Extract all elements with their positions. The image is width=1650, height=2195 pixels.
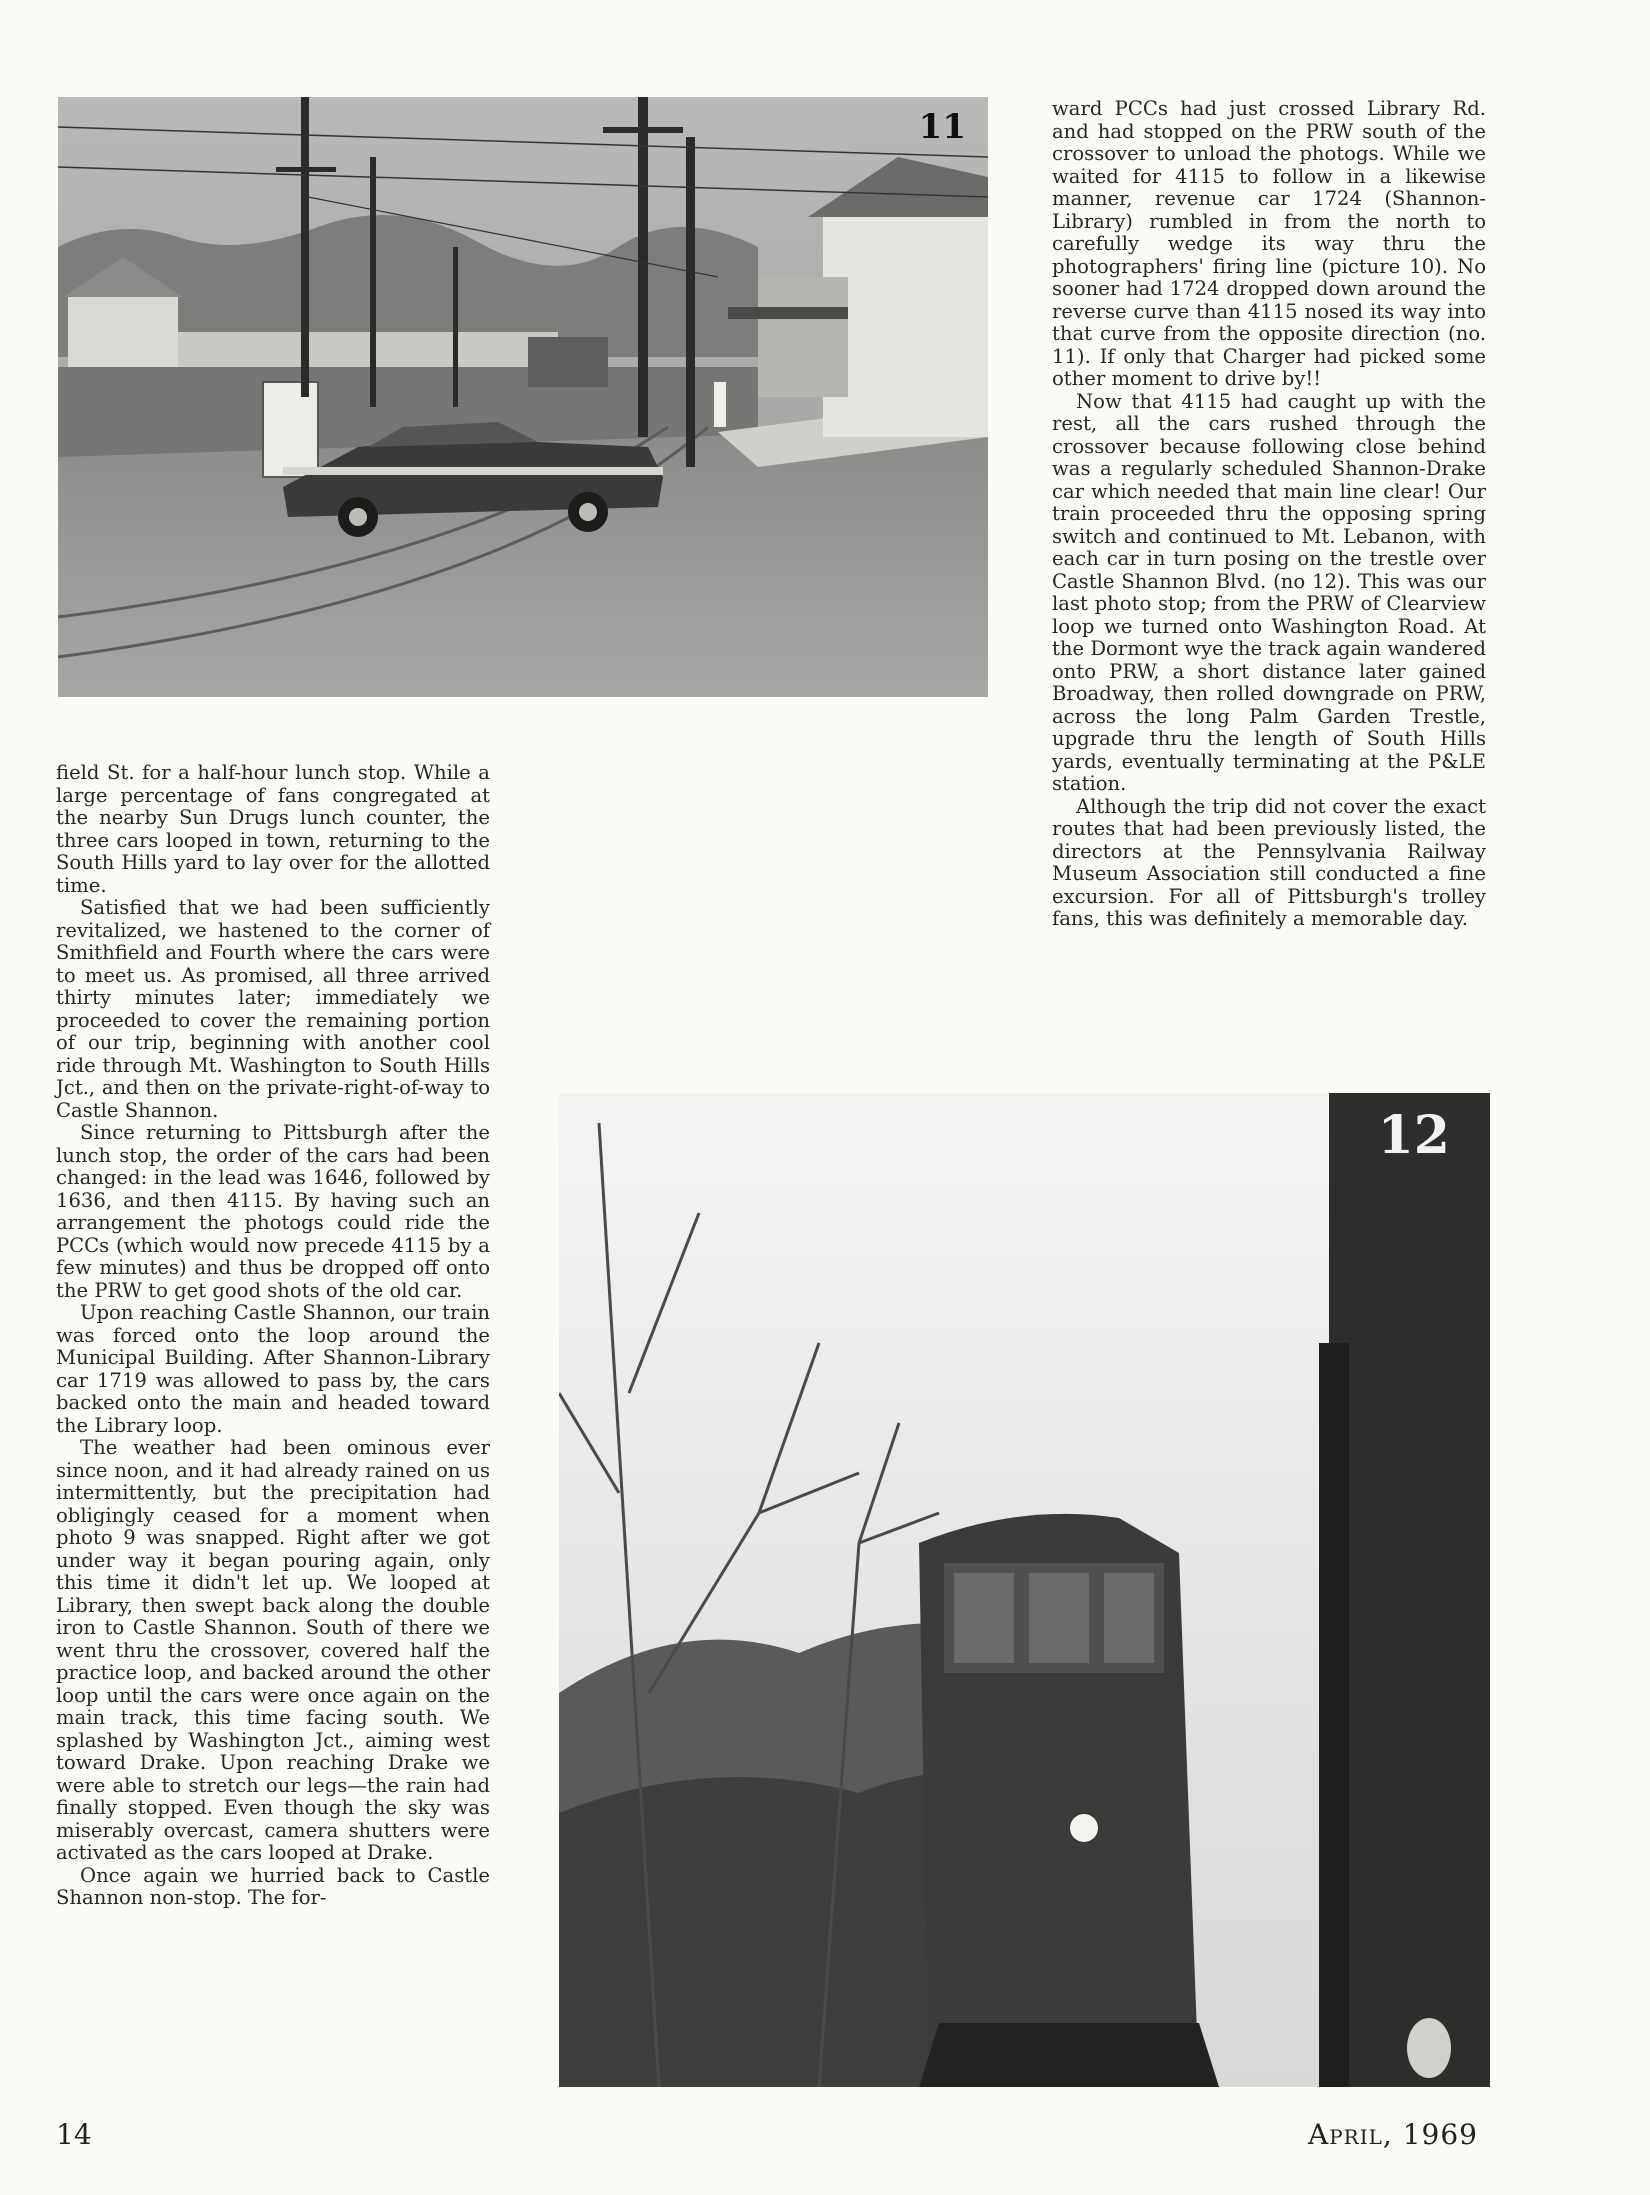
photo-11	[58, 97, 988, 697]
photo-11-image	[58, 97, 988, 697]
left-paragraph-2: Satisfied that we had been sufficiently revitalized, we hastened to the corner of Smithfield and Fourth where the cars were to meet us. As promised, all three arrived thirty minutes later; immediately we proceeded to cover the remaining portion of our trip, beginning with another cool ride through Mt. Washington to South Hills Jct., and then on the private-right-of-way to Castle Shannon.	[56, 896, 490, 1122]
left-paragraph-6: Once again we hurried back to Castle Shannon non-stop. The for-	[56, 1863, 490, 1909]
left-paragraph-5: The weather had been ominous ever since noon, and it had already rained on us intermittently, but the precipitation had obligingly ceased for a moment when photo 9 was snapped. Right after we got under way it began pouring again, only this time it didn't let up. We looped at Library, then swept back along the double iron to Castle Shannon. South of there we went thru the crossover, covered half the practice loop, and backed around the other loop until the cars were once again on the main track, this time facing south. We splashed by Washington Jct., aiming west toward Drake. Upon reaching Drake we were able to stretch our legs—the rain had finally stopped. Even though the sky was miserably overcast, camera shutters were activated as the cars looped at Drake.	[56, 1436, 490, 1864]
right-paragraph-2: Now that 4115 had caught up with the rest, all the cars rushed through the crossover because following close behind was a regularly scheduled Shannon-Drake car which needed that main line clear! Our train proceeded thru the opposing spring switch and continued to Mt. Lebanon, with each car in turn posing on the trestle over Castle Shannon Blvd. (no 12). This was our last photo stop; from the PRW of Clearview loop we turned onto Washington Road. At the Dormont wye the track again wandered onto PRW, a short distance later gained Broadway, then rolled downgrade on PRW, across the long Palm Garden Trestle, upgrade thru the length of South Hills yards, eventually terminating at the P&LE station.	[1052, 389, 1486, 795]
right-paragraph-3: Although the trip did not cover the exact routes that had been previously listed, the directors at the Pennsylvania Railway Museum Association still conducted a fine excursion. For all of Pittsburgh's trolley fans, this was definitely a memorable day.	[1052, 794, 1486, 930]
left-paragraph-4: Upon reaching Castle Shannon, our train was forced onto the loop around the Municipal Building. After Shannon-Library car 1719 was allowed to pass by, the cars backed onto the main and headed toward the Library loop.	[56, 1301, 490, 1437]
issue-date: April, 1969	[1308, 2118, 1478, 2151]
photo-12-image	[559, 1093, 1490, 2087]
photo-12-number: 12	[1377, 1105, 1450, 1166]
left-paragraph-1: field St. for a half-hour lunch stop. While a large percentage of fans congregated at the nearby Sun Drugs lunch counter, the three cars looped in town, returning to the South Hills yard to lay over for the allotted time.	[56, 761, 490, 897]
right-paragraph-1: ward PCCs had just crossed Library Rd. and had stopped on the PRW south of the crossover to unload the photogs. While we waited for 4115 to follow in a likewise manner, revenue car 1724 (Shannon-Library) rumbled in from the north to carefully wedge its way thru the photographers' firing line (picture 10). No sooner had 1724 dropped down around the reverse curve than 4115 nosed its way into that curve from the opposite direction (no. 11). If only that Charger had picked some other moment to drive by!!	[1052, 97, 1486, 390]
page-number: 14	[56, 2118, 92, 2151]
left-column-text	[56, 762, 490, 1910]
left-paragraph-3: Since returning to Pittsburgh after the lunch stop, the order of the cars had been changed: in the lead was 1646, followed by 1636, and then 4115. By having such an arrangement the photogs could ride the PCCs (which would now precede 4115 by a few minutes) and thus be dropped off onto the PRW to get good shots of the old car.	[56, 1121, 490, 1302]
right-column-text	[1052, 98, 1486, 931]
photo-11-number: 11	[918, 107, 966, 147]
photo-12	[559, 1093, 1490, 2087]
